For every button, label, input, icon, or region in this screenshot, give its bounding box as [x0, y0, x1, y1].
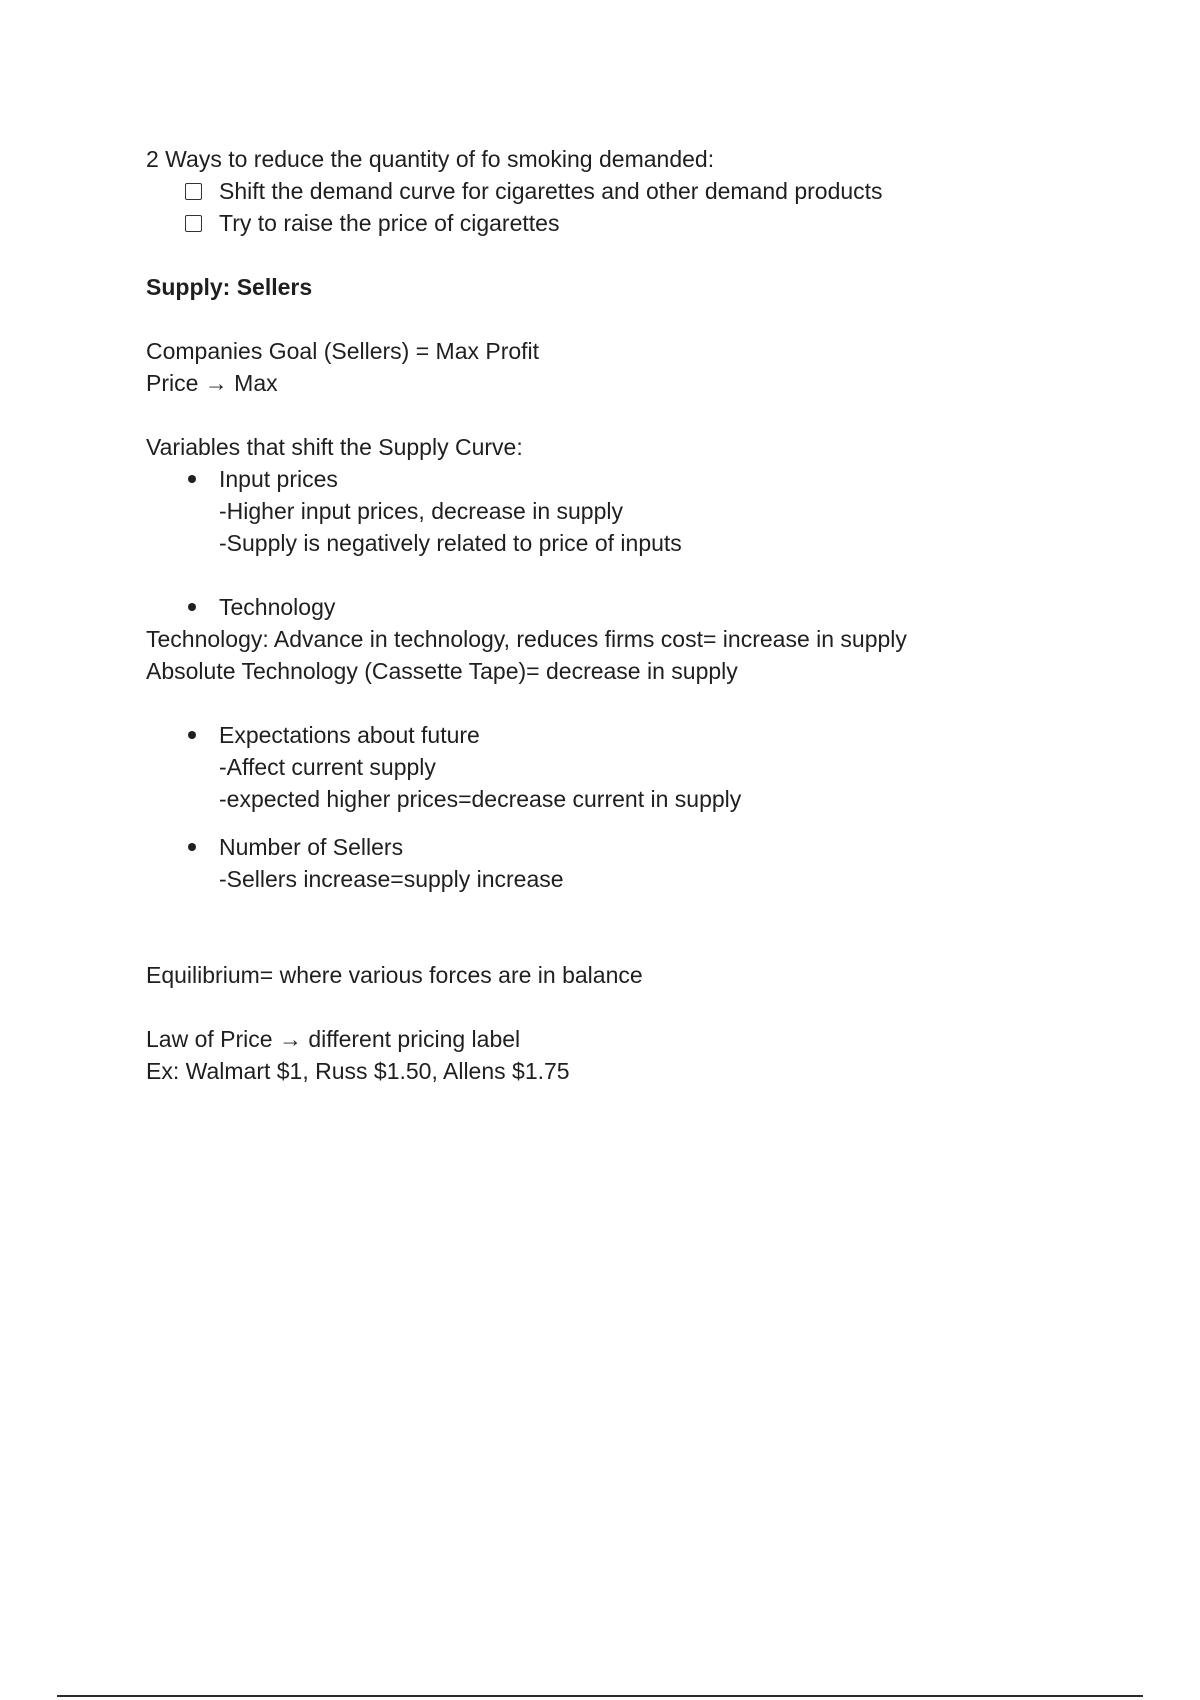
law-of-price-example: Ex: Walmart $1, Russ $1.50, Allens $1.75	[146, 1058, 570, 1084]
bullet-label: Input prices	[219, 466, 338, 492]
bullet-label: Number of Sellers	[219, 834, 404, 860]
note-line: Absolute Technology (Cassette Tape)= decrease in supply	[146, 658, 738, 684]
checklist-item-label: Try to raise the price of cigarettes	[219, 210, 560, 236]
bullet-icon	[188, 843, 196, 851]
note-line: -Sellers increase=supply increase	[219, 866, 564, 892]
page-bottom-rule	[57, 1695, 1143, 1697]
bullet-label: Expectations about future	[219, 722, 480, 748]
supply-goal: Companies Goal (Sellers) = Max Profit	[146, 338, 540, 364]
bullet-label: Technology	[219, 594, 336, 620]
checkbox-icon[interactable]	[185, 215, 202, 232]
bullet-item-technology	[146, 591, 1146, 623]
checkbox-icon[interactable]	[185, 183, 202, 200]
note-line: Technology: Advance in technology, reduces firms cost= increase in supply	[146, 626, 907, 652]
bullet-icon	[188, 475, 196, 483]
checklist-item[interactable]	[146, 207, 1146, 239]
note-line: -expected higher prices=decrease current in supply	[219, 786, 742, 812]
note-line: -Affect current supply	[219, 754, 436, 780]
note-line: -Higher input prices, decrease in supply	[219, 498, 623, 524]
bullet-item-input-prices	[146, 463, 1146, 495]
law-of-price-line: Law of Price → different pricing label	[146, 1026, 521, 1052]
equilibrium-line: Equilibrium= where various forces are in balance	[146, 962, 643, 988]
supply-price: Price → Max	[146, 370, 278, 396]
supply-heading: Supply: Sellers	[146, 274, 313, 300]
bullet-icon	[188, 731, 196, 739]
checklist-item[interactable]	[146, 175, 1146, 207]
checklist-item-label: Shift the demand curve for cigarettes and other demand products	[219, 178, 883, 204]
variables-title: Variables that shift the Supply Curve:	[146, 434, 523, 460]
bullet-item-sellers	[146, 831, 1146, 863]
document-page	[146, 143, 1146, 1087]
intro-title: 2 Ways to reduce the quantity of fo smoking demanded:	[146, 146, 715, 172]
bullet-icon	[188, 603, 196, 611]
note-line: -Supply is negatively related to price of inputs	[219, 530, 682, 556]
bullet-item-expectations	[146, 719, 1146, 751]
